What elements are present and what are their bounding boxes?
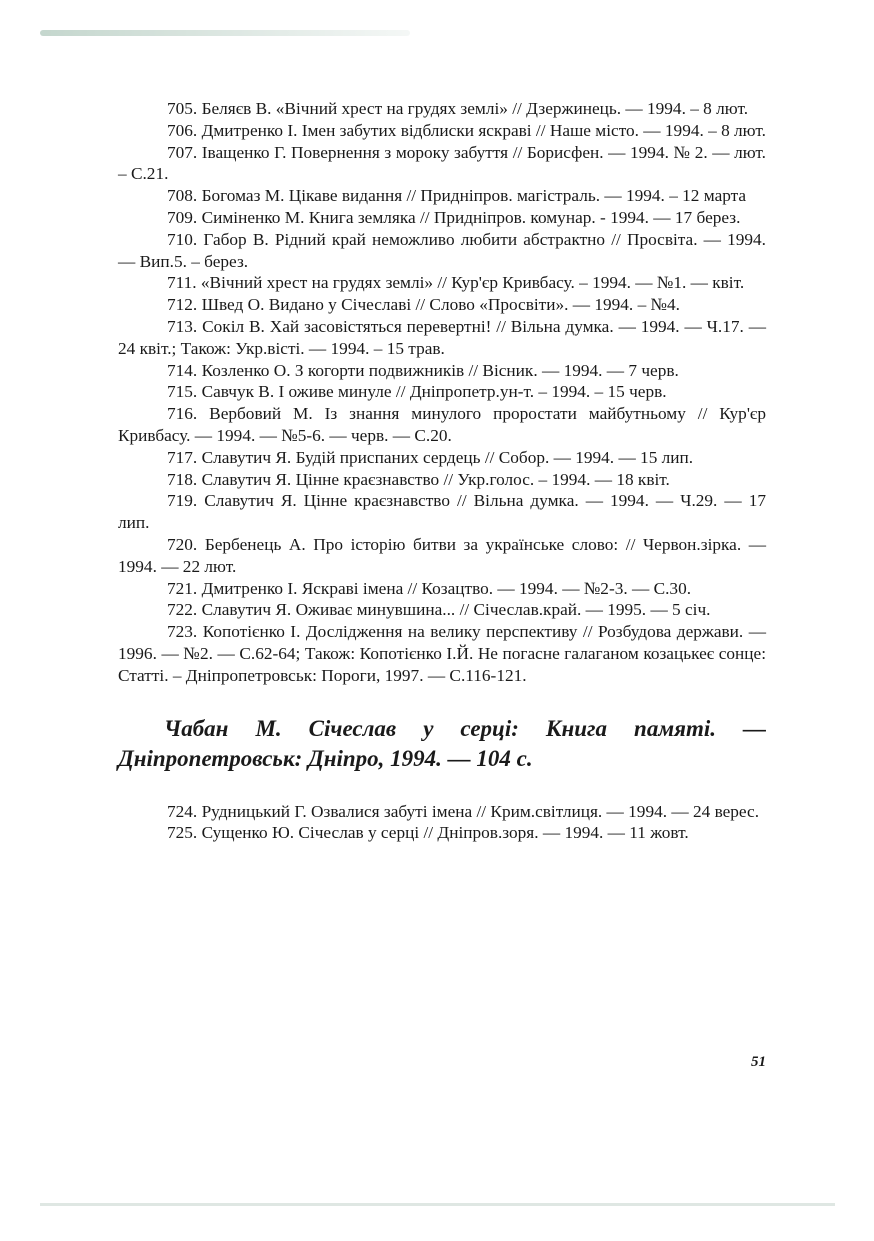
bibliography-entry: 724. Рудницький Г. Озвалися забуті імена // Крим.світлиця. — 1994. — 24 верес. (167, 801, 760, 821)
bibliography-entry: 719. Славутич Я. Цінне краєзнавство // Вільна думка. — 1994. — Ч.29. — 17 лип. (118, 491, 766, 533)
scan-artifact-bottom (40, 1203, 835, 1206)
bibliography-entry: 711. «Вічний хрест на грудях землі» // Кур'єр Кривбасу. – 1994. — №1. — квіт. (167, 273, 745, 293)
bibliography-entry: 709. Симіненко М. Книга земляка // Придніпров. комунар. - 1994. — 17 берез. (167, 207, 741, 227)
book-heading: Чабан М. Січеслав у серці: Книга памяті. — Дніпропетровськ: Дніпро, 1994. — 104 с. (118, 715, 766, 771)
bibliography-entry: 722. Славутич Я. Оживає минувшина... // Січеслав.край. — 1995. — 5 січ. (167, 600, 711, 620)
bibliography-entry: 706. Дмитренко І. Імен забутих відблиски яскраві // Наше місто. — 1994. – 8 лют. (167, 120, 766, 140)
bibliography-entry: 723. Копотієнко І. Дослідження на велику перспективу // Розбудова держави. — 1996. — №2. — С.62-64; Також: Копотієнко І.Й. Не погасне галаганом козацькеє сонце: Статті. – Дніпропетровськ: Пороги, 1997. — С.116-121. (118, 622, 766, 685)
bibliography-list-a (118, 98, 766, 687)
bibliography-entry: 714. Козленко О. З когорти подвижників // Вісник. — 1994. — 7 черв. (167, 360, 679, 380)
bibliography-entry: 708. Богомаз М. Цікаве видання // Придніпров. магістраль. — 1994. – 12 марта (167, 186, 747, 206)
bibliography-entry: 725. Сущенко Ю. Січеслав у серці // Дніпров.зоря. — 1994. — 11 жовт. (167, 823, 689, 843)
bibliography-entry: 707. Іващенко Г. Повернення з мороку забуття // Борисфен. — 1994. № 2. — лют. – С.21. (118, 142, 766, 184)
bibliography-entry: 717. Славутич Я. Будій приспаних сердець // Собор. — 1994. — 15 лип. (167, 447, 694, 467)
bibliography-page (118, 98, 766, 844)
bibliography-entry: 720. Бербенець А. Про історію битви за українське слово: // Червон.зірка. — 1994. — 22 лют. (118, 534, 766, 576)
bibliography-entry: 716. Вербовий М. Із знання минулого проростати майбутньому // Кур'єр Кривбасу. — 1994. — №5-6. — черв. — С.20. (118, 404, 766, 445)
bibliography-list-b (118, 801, 766, 845)
bibliography-entry: 713. Сокіл В. Хай засовістяться перевертні! // Вільна думка. — 1994. — Ч.17. — 24 квіт.; Також: Укр.вісті. — 1994. – 15 трав. (118, 316, 766, 358)
bibliography-entry: 718. Славутич Я. Цінне краєзнавство // Укр.голос. – 1994. — 18 квіт. (167, 469, 670, 489)
bibliography-entry: 712. Швед О. Видано у Січеславі // Слово «Просвіти». — 1994. – №4. (167, 295, 680, 315)
bibliography-entry: 715. Савчук В. І оживе минуле // Дніпропетр.ун-т. – 1994. – 15 черв. (167, 382, 667, 402)
bibliography-entry: 705. Беляєв В. «Вічний хрест на грудях землі» // Дзержинець. — 1994. – 8 лют. (167, 99, 749, 118)
page-number: 51 (751, 1054, 766, 1070)
bibliography-entry: 710. Габор В. Рідний край неможливо любити абстрактно // Просвіта. — 1994. — Вип.5. – берез. (118, 229, 766, 271)
bibliography-entry: 721. Дмитренко І. Яскраві імена // Козацтво. — 1994. — №2-3. — С.30. (167, 578, 692, 598)
scan-artifact-top (40, 30, 410, 36)
